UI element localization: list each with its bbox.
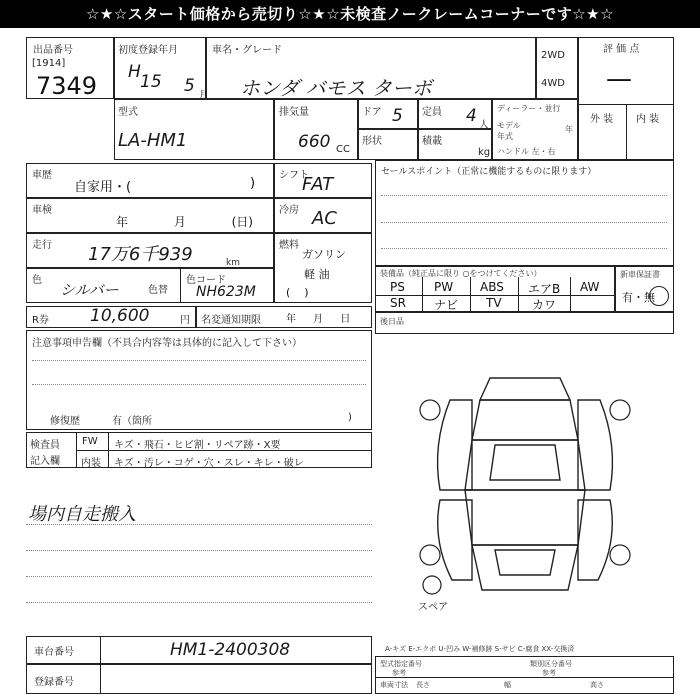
capacity-value: 4 [466, 106, 477, 126]
notes-label: 注意事項申告欄（不具合内容等は具体的に記入して下さい） [32, 338, 302, 349]
type-cert-label: 型式指定番号 [380, 660, 422, 668]
displacement-value: 660 [298, 132, 331, 152]
model-year-unit: 年 [565, 125, 573, 134]
recycle-value: 10,600 [90, 306, 150, 326]
fw-items: キズ・飛石・ヒビ割・リペア跡・X要 [114, 440, 281, 451]
sales-point-label: セールスポイント（正常に機能するものに限ります） [381, 167, 597, 177]
fuel-label: 燃料 [279, 240, 299, 251]
spare-label: スペア [418, 602, 448, 613]
inspection-value: 年 月 (日) [116, 215, 253, 229]
class-num-label: 類別区分番号 [530, 660, 572, 668]
warranty-value: 有・無 [622, 291, 655, 304]
drive-box [536, 37, 578, 99]
capacity-label: 定員 [422, 107, 442, 118]
history-box [26, 163, 274, 198]
shift-value: FAT [302, 174, 334, 195]
lot-number: 7349 [36, 72, 98, 100]
post-date-box [375, 312, 674, 334]
equip-ps: PS [390, 280, 405, 294]
model-name-value: ホンダ バモス ターボ [240, 76, 432, 100]
mileage-unit: km [226, 258, 240, 268]
color-change-label: 色替 [148, 285, 168, 296]
reg-box [26, 664, 372, 694]
model-year-label: モデル 年式 [497, 121, 521, 141]
post-date-label: 後日品 [380, 317, 404, 326]
first-reg-month-unit: 月 [199, 90, 209, 101]
displacement-unit: CC [336, 144, 350, 155]
door-label: ドア [362, 107, 382, 118]
dims-label: 車両寸法 [380, 681, 408, 689]
inspector-label-1: 検査員 [30, 440, 60, 451]
recycle-unit: 円 [180, 315, 190, 326]
score-value: — [606, 64, 632, 94]
banner: ☆★☆スタート価格から売切り☆★☆未検査ノークレームコーナーです☆★☆ [0, 0, 700, 28]
score-label: 評 価 点 [603, 44, 640, 55]
inspection-label: 車検 [32, 205, 52, 216]
equip-airbag: エアB [528, 282, 561, 296]
exterior-label: 外 装 [590, 114, 614, 125]
drive-2wd: 2WD [541, 50, 565, 61]
history-close: ) [250, 176, 256, 191]
load-label: 積載 [422, 136, 442, 147]
first-reg-era: H [128, 62, 141, 82]
width-label: 幅 [504, 681, 511, 689]
first-reg-label: 初度登録年月 [118, 45, 178, 56]
reg-label: 登録番号 [34, 677, 74, 688]
chassis-label: 車台番号 [34, 647, 74, 658]
tax-value: 年 月 日 [286, 314, 351, 325]
mileage-value: 17万6千939 [88, 244, 193, 265]
ref-label-2: 参考 [542, 669, 556, 677]
displacement-label: 排気量 [279, 107, 309, 118]
repair-label: 修復歴 [50, 416, 80, 427]
equip-navi: ナビ [434, 298, 459, 312]
color-label: 色 [32, 275, 42, 286]
dealer-label: ディーラー・並行 [497, 104, 561, 113]
int-items: キズ・汚レ・コゲ・穴・スレ・キレ・破レ [114, 458, 304, 469]
aircon-label: 冷房 [279, 205, 299, 216]
equip-abs: ABS [480, 280, 504, 294]
int-label: 内装 [81, 458, 101, 469]
repair-value: 有（箇所 [112, 416, 152, 427]
capacity-unit: 人 [479, 120, 489, 131]
first-reg-year: 15 [140, 72, 162, 92]
history-label: 車歴 [32, 170, 52, 181]
ref-label-1: 参考 [392, 669, 406, 677]
door-value: 5 [392, 106, 403, 126]
car-diagram [410, 370, 640, 610]
equip-pw: PW [434, 280, 454, 294]
color-code-value: NH623M [196, 284, 256, 300]
fw-label: FW [82, 436, 98, 447]
shift-label: シフト [279, 170, 309, 181]
handle-label: ハンドル 左・右 [497, 147, 556, 156]
lot-label: 出品番号 [33, 45, 73, 56]
equip-sr: SR [390, 296, 406, 310]
lot-sub: [1914] [32, 58, 66, 69]
fuel-other: ( ) [286, 286, 309, 299]
first-reg-month: 5 [184, 76, 195, 96]
color-code-label: 色コード [186, 275, 226, 286]
equip-tv: TV [486, 296, 502, 310]
inspector-label-2: 記入欄 [30, 456, 60, 467]
legend: A-キズ E-エクボ U-凹み W-補修跡 S-サビ C-腐食 XX-交換済 [385, 645, 575, 653]
tax-label: 名変通知期限 [201, 315, 261, 326]
color-value: シルバー [60, 281, 119, 299]
length-label: 長さ [416, 681, 430, 689]
height-label: 高さ [590, 681, 604, 689]
mileage-label: 走行 [32, 240, 52, 251]
equip-aw: AW [580, 280, 600, 294]
history-value: 自家用・( [74, 180, 132, 195]
fuel-value-1: ガソリン [302, 248, 346, 261]
warranty-label: 新車保証書 [620, 270, 660, 279]
load-unit: kg [478, 147, 491, 158]
aircon-value: AC [312, 208, 337, 229]
recycle-label: R券 [32, 315, 49, 326]
drive-4wd: 4WD [541, 78, 565, 89]
type-value: LA-HM1 [118, 130, 188, 151]
fuel-value-2: 軽 油 [304, 268, 330, 281]
interior-label: 内 装 [636, 114, 660, 125]
type-label: 型式 [118, 107, 138, 118]
handwritten-note: 場内自走搬入 [28, 504, 136, 525]
chassis-value: HM1-2400308 [170, 640, 291, 660]
equipment-label: 装備品（純正品に限り ○をつけてください） [380, 269, 542, 278]
repair-close: ) [348, 412, 352, 423]
model-name-label: 車名・グレード [212, 45, 282, 56]
equip-leather: カワ [532, 298, 557, 312]
shape-label: 形状 [362, 136, 382, 147]
warranty-circle [649, 286, 669, 306]
